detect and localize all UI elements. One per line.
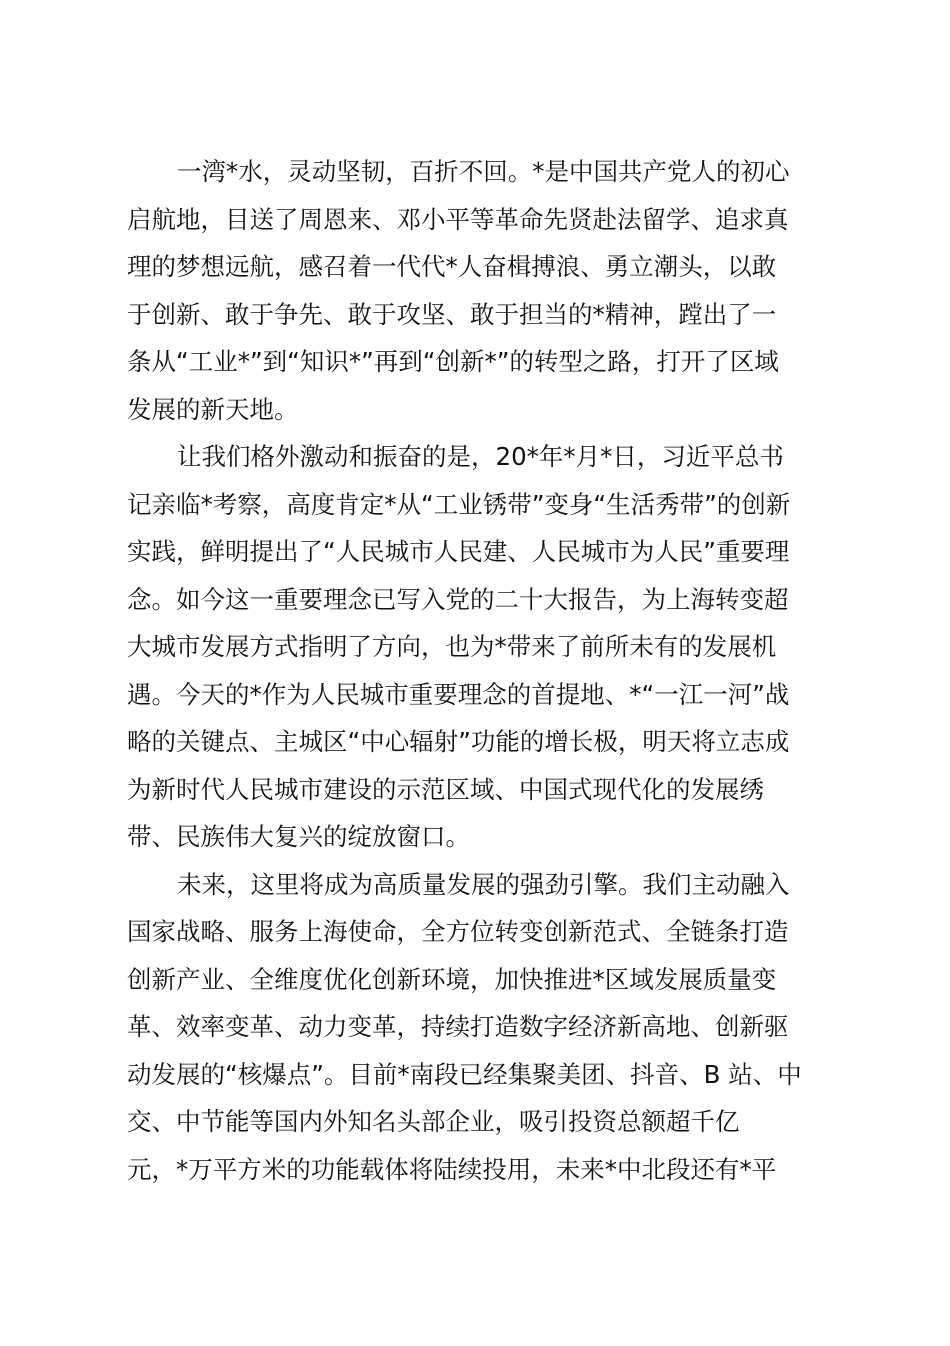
paragraph-2 (127, 433, 827, 861)
text-line: 带、民族伟大复兴的绽放窗口。 (127, 822, 470, 851)
text-line: 让我们格外激动和振奋的是，20*年*月*日，习近平总书 (177, 442, 784, 471)
text-line: 条从“工业*”到“知识*”再到“创新*”的转型之路，打开了区域 (127, 347, 779, 376)
text-line: 革、效率变革、动力变革，持续打造数字经济新高地、创新驱 (127, 1012, 789, 1041)
text-line: 念。如今这一重要理念已写入党的二十大报告，为上海转变超 (127, 584, 789, 614)
text-line: 一湾*水，灵动坚韧，百折不回。*是中国共产党人的初心 (177, 157, 790, 186)
text-line: 交、中节能等国内外知名头部企业，吸引投资总额超千亿 (127, 1107, 740, 1136)
text-line: 理的梦想远航，感召着一代代*人奋楫搏浪、勇立潮头，以敢 (127, 252, 777, 281)
text-line: 略的关键点、主城区“中心辐射”功能的增长极，明天将立志成 (127, 727, 790, 756)
text-line: 发展的新天地。 (127, 394, 299, 424)
text-line: 未来，这里将成为高质量发展的强劲引擎。我们主动融入 (177, 869, 790, 899)
paragraph-1 (127, 148, 827, 433)
text-line: 于创新、敢于争先、敢于攻坚、敢于担当的*精神，蹚出了一 (127, 299, 777, 329)
text-line: 启航地，目送了周恩来、邓小平等革命先贤赴法留学、追求真 (127, 204, 789, 234)
text-line: 实践，鲜明提出了“人民城市人民建、人民城市为人民”重要理 (127, 537, 790, 566)
text-line: 元，*万平方米的功能载体将陆续投用，未来*中北段还有*平 (127, 1154, 777, 1184)
text-line: 创新产业、全维度优化创新环境，加快推进*区域发展质量变 (127, 964, 777, 994)
paragraph-3 (127, 861, 827, 1194)
text-line: 遇。今天的*作为人民城市重要理念的首提地、*“一江一河”战 (127, 679, 790, 709)
document-body (127, 148, 827, 1193)
text-line: 大城市发展方式指明了方向，也为*带来了前所未有的发展机 (127, 632, 777, 661)
text-line: 国家战略、服务上海使命，全方位转变创新范式、全链条打造 (127, 917, 789, 946)
text-line: 为新时代人民城市建设的示范区域、中国式现代化的发展绣 (127, 774, 764, 804)
text-line: 记亲临*考察，高度肯定*从“工业锈带”变身“生活秀带”的创新 (127, 489, 791, 519)
text-line: 动发展的“核爆点”。目前*南段已经集聚美团、抖音、B 站、中 (127, 1059, 802, 1089)
